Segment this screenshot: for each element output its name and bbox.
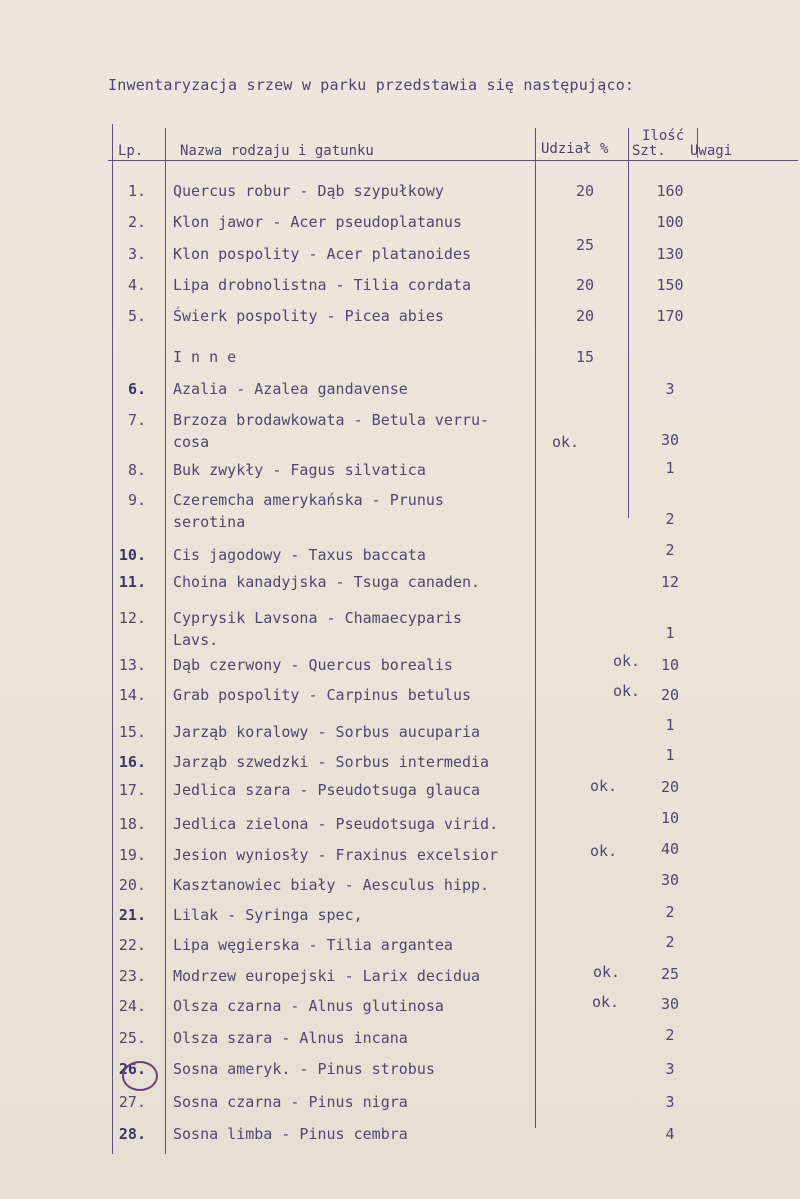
row-number: 10. bbox=[118, 546, 146, 564]
species-name: Sosna czarna - Pinus nigra bbox=[173, 1093, 408, 1111]
approx-mark: ok. bbox=[613, 652, 641, 670]
quantity: 2 bbox=[665, 1026, 675, 1044]
header-qty-bottom: Szt. bbox=[632, 143, 666, 159]
quantity: 1 bbox=[665, 624, 675, 642]
species-name-continuation: serotina bbox=[173, 513, 246, 531]
species-name: Jesion wyniosły - Fraxinus excelsior bbox=[173, 846, 499, 864]
intro-text: Inwentaryzacja srzew w parku przedstawia się następująco: bbox=[108, 76, 635, 94]
header-name: Nazwa rodzaju i gatunku bbox=[180, 143, 374, 159]
header-qty-top: Ilość bbox=[642, 128, 685, 144]
column-divider-lp bbox=[165, 128, 166, 1154]
approx-mark: ok. bbox=[590, 777, 618, 795]
table-header-rule bbox=[108, 160, 798, 161]
quantity: 130 bbox=[656, 245, 684, 263]
header-share: Udział % bbox=[541, 141, 609, 157]
quantity: 150 bbox=[656, 276, 684, 294]
row-number: 9. bbox=[127, 491, 146, 509]
approx-mark: ok. bbox=[593, 963, 621, 981]
species-name-continuation: cosa bbox=[173, 433, 210, 451]
row-number: 14. bbox=[118, 686, 146, 704]
row-number: 6. bbox=[127, 380, 146, 398]
species-name: Azalia - Azalea gandavense bbox=[173, 380, 408, 398]
species-name: Lipa drobnolistna - Tilia cordata bbox=[173, 276, 472, 294]
quantity: 20 bbox=[660, 686, 680, 704]
row-number: 19. bbox=[118, 846, 146, 864]
quantity: 3 bbox=[665, 1093, 675, 1111]
species-name: Jedlica zielona - Pseudotsuga virid. bbox=[173, 815, 499, 833]
row-number: 7. bbox=[127, 411, 146, 429]
species-name: Klon pospolity - Acer platanoides bbox=[173, 245, 472, 263]
row-number: 25. bbox=[118, 1029, 146, 1047]
species-name: Olsza czarna - Alnus glutinosa bbox=[173, 997, 444, 1015]
column-divider-name bbox=[535, 128, 536, 1128]
quantity: 30 bbox=[660, 431, 680, 449]
species-name: I n n e bbox=[173, 348, 237, 366]
quantity: 3 bbox=[665, 1060, 675, 1078]
quantity: 2 bbox=[665, 541, 675, 559]
quantity: 1 bbox=[665, 746, 675, 764]
quantity: 2 bbox=[665, 510, 675, 528]
approx-mark: ok. bbox=[552, 433, 580, 451]
row-number: 21. bbox=[118, 906, 146, 924]
species-name: Choina kanadyjska - Tsuga canaden. bbox=[173, 573, 481, 591]
species-name: Kasztanowiec biały - Aesculus hipp. bbox=[173, 876, 490, 894]
quantity: 25 bbox=[660, 965, 680, 983]
species-name: Klon jawor - Acer pseudoplatanus bbox=[173, 213, 462, 231]
handwritten-circle-26 bbox=[122, 1061, 158, 1091]
quantity: 10 bbox=[660, 656, 680, 674]
row-number: 16. bbox=[118, 753, 146, 771]
species-name: Lilak - Syringa spec, bbox=[173, 906, 363, 924]
species-name: Buk zwykły - Fagus silvatica bbox=[173, 461, 426, 479]
row-number: 1. bbox=[127, 182, 146, 200]
species-name: Quercus robur - Dąb szypułkowy bbox=[173, 182, 444, 200]
row-number: 3. bbox=[127, 245, 146, 263]
species-name-continuation: Lavs. bbox=[173, 631, 219, 649]
row-number: 23. bbox=[118, 967, 146, 985]
species-name: Świerk pospolity - Picea abies bbox=[173, 307, 444, 325]
species-name: Sosna limba - Pinus cembra bbox=[173, 1125, 408, 1143]
quantity: 2 bbox=[665, 933, 675, 951]
row-number: 11. bbox=[118, 573, 146, 591]
approx-mark: ok. bbox=[592, 993, 620, 1011]
quantity: 30 bbox=[660, 995, 680, 1013]
species-name: Grab pospolity - Carpinus betulus bbox=[173, 686, 472, 704]
row-number: 2. bbox=[127, 213, 146, 231]
row-number: 24. bbox=[118, 997, 146, 1015]
species-name: Cyprysik Lavsona - Chamaecyparis bbox=[173, 609, 462, 627]
column-divider-share bbox=[628, 128, 629, 518]
row-number: 4. bbox=[127, 276, 146, 294]
species-name: Brzoza brodawkowata - Betula verru- bbox=[173, 411, 490, 429]
quantity: 20 bbox=[660, 778, 680, 796]
quantity: 3 bbox=[665, 380, 675, 398]
row-number: 18. bbox=[118, 815, 146, 833]
approx-mark: ok. bbox=[613, 682, 641, 700]
quantity: 100 bbox=[656, 213, 684, 231]
species-name: Lipa węgierska - Tilia argantea bbox=[173, 936, 453, 954]
quantity: 4 bbox=[665, 1125, 675, 1143]
share-percent: 20 bbox=[575, 182, 595, 200]
row-number: 22. bbox=[118, 936, 146, 954]
quantity: 10 bbox=[660, 809, 680, 827]
quantity: 2 bbox=[665, 903, 675, 921]
quantity: 40 bbox=[660, 840, 680, 858]
share-percent: 20 bbox=[575, 276, 595, 294]
quantity: 170 bbox=[656, 307, 684, 325]
row-number: 28. bbox=[118, 1125, 146, 1143]
row-number: 5. bbox=[127, 307, 146, 325]
row-number: 26. bbox=[118, 1060, 146, 1078]
quantity: 30 bbox=[660, 871, 680, 889]
quantity: 1 bbox=[665, 459, 675, 477]
species-name: Cis jagodowy - Taxus baccata bbox=[173, 546, 426, 564]
row-number: 20. bbox=[118, 876, 146, 894]
row-number: 12. bbox=[118, 609, 146, 627]
row-number: 15. bbox=[118, 723, 146, 741]
species-name: Jedlica szara - Pseudotsuga glauca bbox=[173, 781, 481, 799]
species-name: Sosna ameryk. - Pinus strobus bbox=[173, 1060, 435, 1078]
share-merged-2-3: 25 bbox=[575, 236, 595, 254]
row-number: 13. bbox=[118, 656, 146, 674]
species-name: Jarząb szwedzki - Sorbus intermedia bbox=[173, 753, 490, 771]
row-number: 8. bbox=[127, 461, 146, 479]
approx-mark: ok. bbox=[590, 842, 618, 860]
species-name: Olsza szara - Alnus incana bbox=[173, 1029, 408, 1047]
header-lp: Lp. bbox=[118, 143, 144, 159]
quantity: 12 bbox=[660, 573, 680, 591]
share-percent: 20 bbox=[575, 307, 595, 325]
quantity: 160 bbox=[656, 182, 684, 200]
header-notes: Uwagi bbox=[690, 143, 733, 159]
species-name: Modrzew europejski - Larix decidua bbox=[173, 967, 481, 985]
share-percent: 15 bbox=[575, 348, 595, 366]
quantity: 1 bbox=[665, 716, 675, 734]
species-name: Czeremcha amerykańska - Prunus bbox=[173, 491, 444, 509]
row-number: 27. bbox=[118, 1093, 146, 1111]
species-name: Jarząb koralowy - Sorbus aucuparia bbox=[173, 723, 481, 741]
species-name: Dąb czerwony - Quercus borealis bbox=[173, 656, 453, 674]
row-number: 17. bbox=[118, 781, 146, 799]
